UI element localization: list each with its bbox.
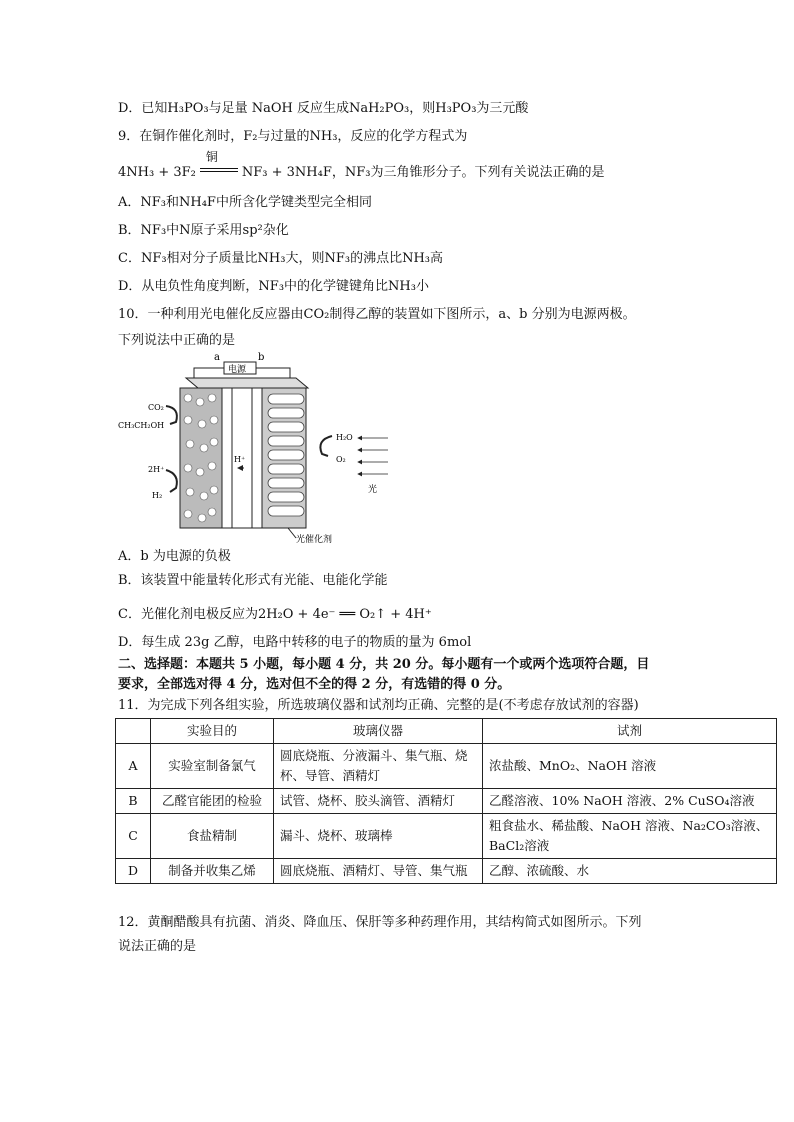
table-cell: 实验室制备氯气 (151, 744, 274, 789)
q9-option-a: A．NF₃和NH₄F中所含化学键类型完全相同 (118, 195, 372, 210)
table-row (116, 859, 777, 884)
q12-stem: 12．黄酮醋酸具有抗菌、消炎、降血压、保肝等多种药理作用，其结构简式如图所示。下列 (118, 915, 642, 930)
eq-tail: ，NF₃为三角锥形分子。下列有关说法正确的是 (331, 165, 605, 180)
q11-table (115, 718, 777, 884)
label-b: b (258, 352, 265, 363)
q10-option-d: D．每生成 23g 乙醇，电路中转移的电子的物质的量为 6mol (118, 635, 472, 650)
label-2h-plus: 2H⁺ (148, 465, 165, 474)
q9-option-b: B．NF₃中N原子采用sp²杂化 (118, 223, 289, 238)
q10-stem-2: 下列说法中正确的是 (118, 333, 236, 348)
q9-option-c: C．NF₃相对分子质量比NH₃大，则NF₃的沸点比NH₃高 (118, 251, 444, 266)
table-header-row (116, 719, 777, 744)
section-2-heading-2: 要求，全部选对得 4 分，选对但不全的得 2 分，有选错的得 0 分。 (118, 677, 511, 692)
eq-left: 4NH₃ + 3F₂ (118, 165, 196, 180)
table-cell: A (116, 744, 151, 789)
label-light: 光 (368, 485, 378, 495)
table-cell: 乙醇、浓硫酸、水 (483, 859, 777, 884)
q9-stem: 9．在铜作催化剂时，F₂与过量的NH₃，反应的化学方程式为 (118, 129, 468, 144)
table-row (116, 814, 777, 859)
table-cell: 制备并收集乙烯 (151, 859, 274, 884)
photoelectrocatalytic-reactor-diagram (118, 350, 398, 550)
section-2-heading: 二、选择题：本题共 5 小题，每小题 4 分，共 20 分。每小题有一个或两个选项符合题，目 (118, 657, 650, 672)
table-cell: 圆底烧瓶、分液漏斗、集气瓶、烧杯、导管、酒精灯 (274, 744, 483, 789)
table-cell: 漏斗、烧杯、玻璃棒 (274, 814, 483, 859)
table-cell: 圆底烧瓶、酒精灯、导管、集气瓶 (274, 859, 483, 884)
table-cell: 乙醛官能团的检验 (151, 789, 274, 814)
q9-option-d: D．从电负性角度判断，NF₃中的化学键键角比NH₃小 (118, 279, 429, 294)
power-label: 电源 (228, 365, 247, 375)
label-a: a (214, 352, 220, 363)
label-o2: O₂ (336, 455, 346, 464)
table-cell: B (116, 789, 151, 814)
q10-stem: 10．一种利用光电催化反应器由CO₂制得乙醇的装置如下图所示，a、b 分别为电源两极。 (118, 307, 636, 322)
label-ethanol: CH₃CH₂OH (118, 421, 165, 430)
q10-option-b: B．该装置中能量转化形式有光能、电能化学能 (118, 573, 388, 588)
q12-stem-2: 说法正确的是 (118, 939, 197, 954)
q10-option-a: A．b 为电源的负极 (118, 549, 231, 564)
q11-stem: 11．为完成下列各组实验，所选玻璃仪器和试剂均正确、完整的是(不考虑存放试剂的容器) (118, 698, 639, 713)
table-cell: 浓盐酸、MnO₂、NaOH 溶液 (483, 744, 777, 789)
table-cell: 食盐精制 (151, 814, 274, 859)
eq-right: NF₃ + 3NH₄F (241, 165, 332, 180)
table-row (116, 789, 777, 814)
left-electrode (180, 388, 222, 528)
table-cell: D (116, 859, 151, 884)
table-cell: 试管、烧杯、胶头滴管、酒精灯 (274, 789, 483, 814)
table-row (116, 744, 777, 789)
header-cell: 玻璃仪器 (274, 719, 483, 744)
table-cell: 粗食盐水、稀盐酸、NaOH 溶液、Na₂CO₃溶液、BaCl₂溶液 (483, 814, 777, 859)
q10-option-c: C．光催化剂电极反应为2H₂O + 4e⁻ ══ O₂↑ + 4H⁺ (118, 607, 432, 622)
header-cell: 实验目的 (151, 719, 274, 744)
label-h2: H₂ (152, 491, 163, 500)
header-cell: 试剂 (483, 719, 777, 744)
header-cell (116, 719, 151, 744)
label-co2: CO₂ (148, 403, 164, 412)
label-photocatalyst: 光催化剂 (296, 535, 333, 545)
table-cell: C (116, 814, 151, 859)
label-h-plus-mid: H⁺ (234, 455, 246, 464)
eq-bar (200, 168, 238, 172)
table-cell: 乙醛溶液、10% NaOH 溶液、2% CuSO₄溶液 (483, 789, 777, 814)
q8-option-d: D．已知H₃PO₃与足量 NaOH 反应生成NaH₂PO₃，则H₃PO₃为三元酸 (118, 101, 529, 116)
eq-catalyst: 铜 (205, 150, 218, 164)
q9-equation (118, 150, 605, 182)
label-h2o: H₂O (336, 433, 353, 442)
